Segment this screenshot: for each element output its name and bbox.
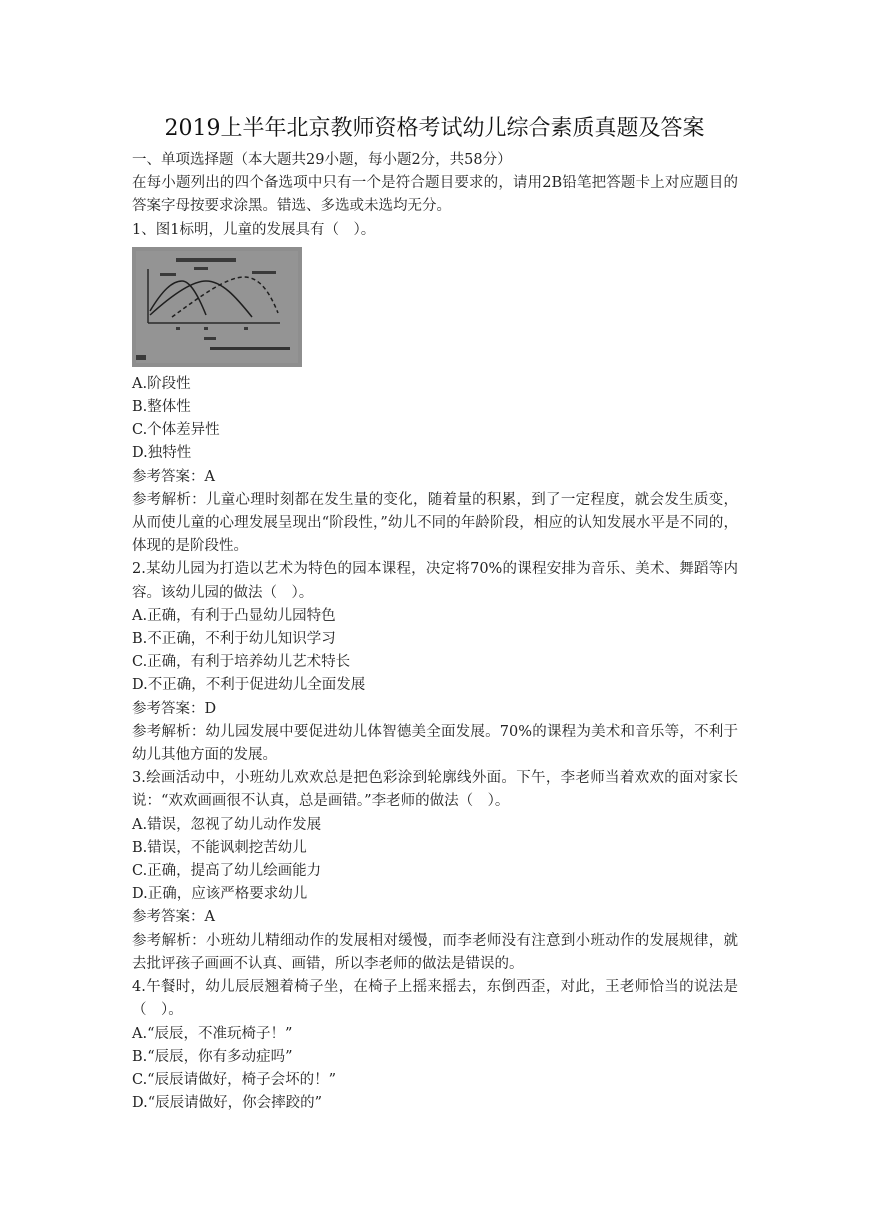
document-title: 2019上半年北京教师资格考试幼儿综合素质真题及答案 [164,116,705,141]
q4-stem: 4.午餐时，幼儿辰辰翘着椅子坐，在椅子上摇来摇去，东倒西歪，对此，王老师恰当的说法是（ ）。 [132,979,738,1019]
q4-option-b: B.“辰辰，你有多动症吗” [132,1048,293,1065]
q3-stem: 3.绘画活动中，小班幼儿欢欢总是把色彩涂到轮廓线外面。下午，李老师当着欢欢的面对家长说：“欢欢画画很不认真，总是画错。”李老师的做法（ ）。 [132,770,738,810]
q4-option-a: A.“辰辰，不准玩椅子！” [132,1025,293,1042]
section-heading: 一、单项选择题（本大题共29小题，每小题2分，共58分） [132,152,512,168]
q2-answer: 参考答案：D [132,700,217,717]
q2-analysis: 参考解析：幼儿园发展中要促进幼儿体智德美全面发展。70%的课程为美术和音乐等，不利于幼儿其他方面的发展。 [132,723,738,764]
q2-option-b: B.不正确，不利于幼儿知识学习 [132,631,336,648]
q4-option-d: D.“辰辰请做好，你会摔跤的” [132,1095,323,1112]
q2-option-d: D.不正确，不利于促进幼儿全面发展 [132,677,366,694]
q1-answer: 参考答案：A [132,468,215,485]
q1-stem: 1、图1标明，儿童的发展具有（ ）。 [132,221,376,238]
q3-answer: 参考答案：A [132,909,215,926]
document-body [132,149,738,1115]
development-curve-figure [132,247,302,367]
q4-option-c: C.“辰辰请做好，椅子会坏的！” [132,1071,337,1088]
q1-analysis: 参考解析：儿童心理时刻都在发生量的变化，随着量的积累，到了一定程度，就会发生质变，从而使儿童的心理发展呈现出“阶段性，”幼儿不同的年龄阶段，相应的认知发展水平是不同的，体现的是阶段性。 [132,491,738,555]
q2-option-c: C.正确，有利于培养幼儿艺术特长 [132,654,351,671]
q1-option-d: D.独特性 [132,445,192,462]
q3-option-a: A.错误，忽视了幼儿动作发展 [132,816,322,833]
q2-stem: 2.某幼儿园为打造以艺术为特色的园本课程，决定将70%的课程安排为音乐、美术、舞蹈等内容。该幼儿园的做法（ ）。 [132,561,738,601]
q1-figure-image [132,247,302,367]
q3-option-b: B.错误，不能讽刺挖苦幼儿 [132,839,307,856]
q1-option-b: B.整体性 [132,399,191,416]
q3-option-c: C.正确，提高了幼儿绘画能力 [132,863,322,880]
q1-option-a: A.阶段性 [132,375,191,392]
q1-option-c: C.个体差异性 [132,422,220,439]
instructions: 在每小题列出的四个备选项中只有一个是符合题目要求的，请用2B铅笔把答题卡上对应题目的答案字母按要求涂黑。错选、多选或未选均无分。 [132,175,738,215]
q3-analysis: 参考解析：小班幼儿精细动作的发展相对缓慢，而李老师没有注意到小班动作的发展规律，就去批评孩子画画不认真、画错，所以李老师的做法是错误的。 [132,932,738,972]
q3-option-d: D.正确，应该严格要求幼儿 [132,886,308,903]
q2-option-a: A.正确，有利于凸显幼儿园特色 [132,607,336,624]
